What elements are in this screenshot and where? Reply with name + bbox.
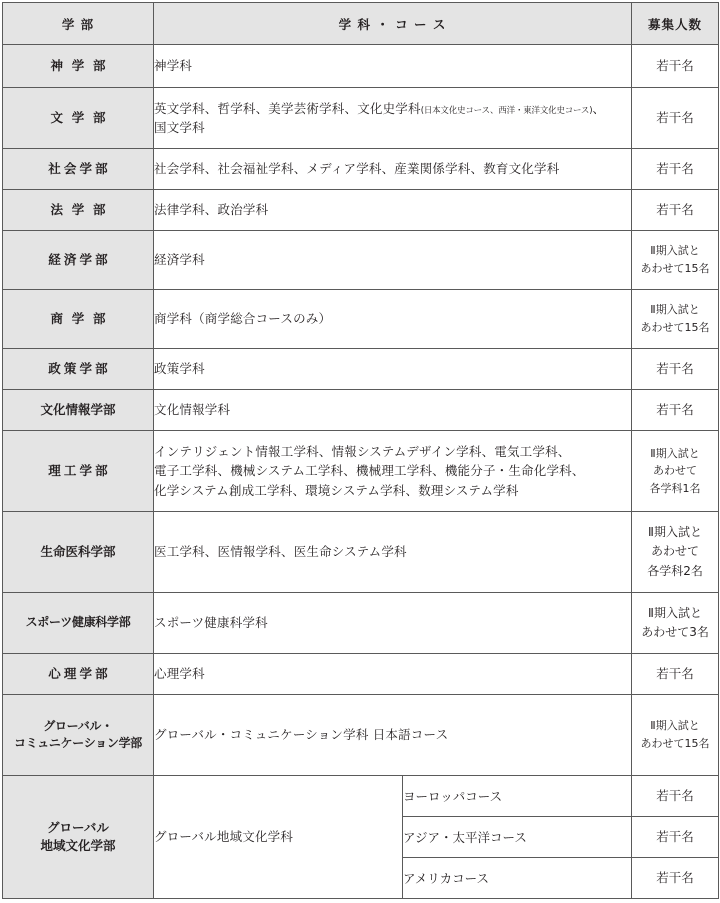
header-row <box>3 3 719 45</box>
quota-value: 若干名 <box>632 349 719 390</box>
quota-value: 若干名 <box>632 776 719 817</box>
recruitment-table <box>2 2 719 899</box>
department-list: 心理学科 <box>154 654 632 695</box>
quota-value: 若干名 <box>632 654 719 695</box>
quota-value: 若干名 <box>632 858 719 899</box>
department-list <box>154 88 632 149</box>
table-row <box>3 431 719 512</box>
faculty-name: 神学部 <box>3 45 154 88</box>
faculty-name: 文化情報学部 <box>3 390 154 431</box>
faculty-name: 社会学部 <box>3 149 154 190</box>
department-list: 法律学科、政治学科 <box>154 190 632 231</box>
table-row <box>3 45 719 88</box>
table-row <box>3 190 719 231</box>
department-line: インテリジェント情報工学科、情報システムデザイン学科、電気工学科、 <box>154 443 571 459</box>
header-quota: 募集人数 <box>632 3 719 45</box>
department-list: 文化情報学科 <box>154 390 632 431</box>
quota-value: 若干名 <box>632 190 719 231</box>
table-row <box>3 593 719 654</box>
department-list: 政策学科 <box>154 349 632 390</box>
course-name: アメリカコース <box>403 858 632 899</box>
department-list: グローバル・コミュニケーション学科 日本語コース <box>154 695 632 776</box>
table-row <box>3 290 719 349</box>
faculty-name: 経済学部 <box>3 231 154 290</box>
quota-value: Ⅱ期入試と あわせて 各学科1名 <box>632 431 719 512</box>
quota-value: Ⅱ期入試と あわせて 各学科2名 <box>632 512 719 593</box>
quota-value: Ⅱ期入試と あわせて15名 <box>632 290 719 349</box>
table-row <box>3 695 719 776</box>
department-list: 社会学科、社会福祉学科、メディア学科、産業関係学科、教育文化学科 <box>154 149 632 190</box>
header-faculty: 学 部 <box>3 3 154 45</box>
quota-value: 若干名 <box>632 149 719 190</box>
faculty-name: 文学部 <box>3 88 154 149</box>
quota-value: Ⅱ期入試と あわせて15名 <box>632 695 719 776</box>
quota-value: 若干名 <box>632 817 719 858</box>
department-list <box>154 431 632 512</box>
table-row <box>3 654 719 695</box>
department-note: (日本文化史コース、西洋・東洋文化史コース) <box>420 105 593 116</box>
quota-value: 若干名 <box>632 88 719 149</box>
table-row <box>3 390 719 431</box>
department-list: グローバル地域文化学科 <box>154 776 403 899</box>
faculty-name: 法学部 <box>3 190 154 231</box>
quota-value: Ⅱ期入試と あわせて3名 <box>632 593 719 654</box>
department-list: 医工学科、医情報学科、医生命システム学科 <box>154 512 632 593</box>
department-line: 国文学科 <box>154 120 205 135</box>
quota-value: Ⅱ期入試と あわせて15名 <box>632 231 719 290</box>
quota-value: 若干名 <box>632 390 719 431</box>
table-row <box>3 88 719 149</box>
table-row <box>3 512 719 593</box>
faculty-name: グローバル・ コミュニケーション学部 <box>3 695 154 776</box>
table-row <box>3 349 719 390</box>
table-row <box>3 149 719 190</box>
quota-value: 若干名 <box>632 45 719 88</box>
faculty-name: 理工学部 <box>3 431 154 512</box>
faculty-name: 生命医科学部 <box>3 512 154 593</box>
header-department: 学 科 ・ コ ー ス <box>154 3 632 45</box>
department-line: 英文学科、哲学科、美学芸術学科、文化史学科(日本文化史コース、西洋・東洋文化史コース)、 <box>154 100 606 116</box>
table-row <box>3 231 719 290</box>
department-list: スポーツ健康科学科 <box>154 593 632 654</box>
faculty-name: スポーツ健康科学部 <box>3 593 154 654</box>
faculty-name: グローバル 地域文化学部 <box>3 776 154 899</box>
department-line: 化学システム創成工学科、環境システム学科、数理システム学科 <box>154 482 519 498</box>
table-row <box>3 776 719 817</box>
department-list: 経済学科 <box>154 231 632 290</box>
faculty-name: 政策学部 <box>3 349 154 390</box>
department-line: 電子工学科、機械システム工学科、機械理工学科、機能分子・生命化学科、 <box>154 463 585 479</box>
course-name: ヨーロッパコース <box>403 776 632 817</box>
department-list: 神学科 <box>154 45 632 88</box>
course-name: アジア・太平洋コース <box>403 817 632 858</box>
department-list: 商学科（商学総合コースのみ） <box>154 290 632 349</box>
faculty-name: 商学部 <box>3 290 154 349</box>
faculty-name: 心理学部 <box>3 654 154 695</box>
